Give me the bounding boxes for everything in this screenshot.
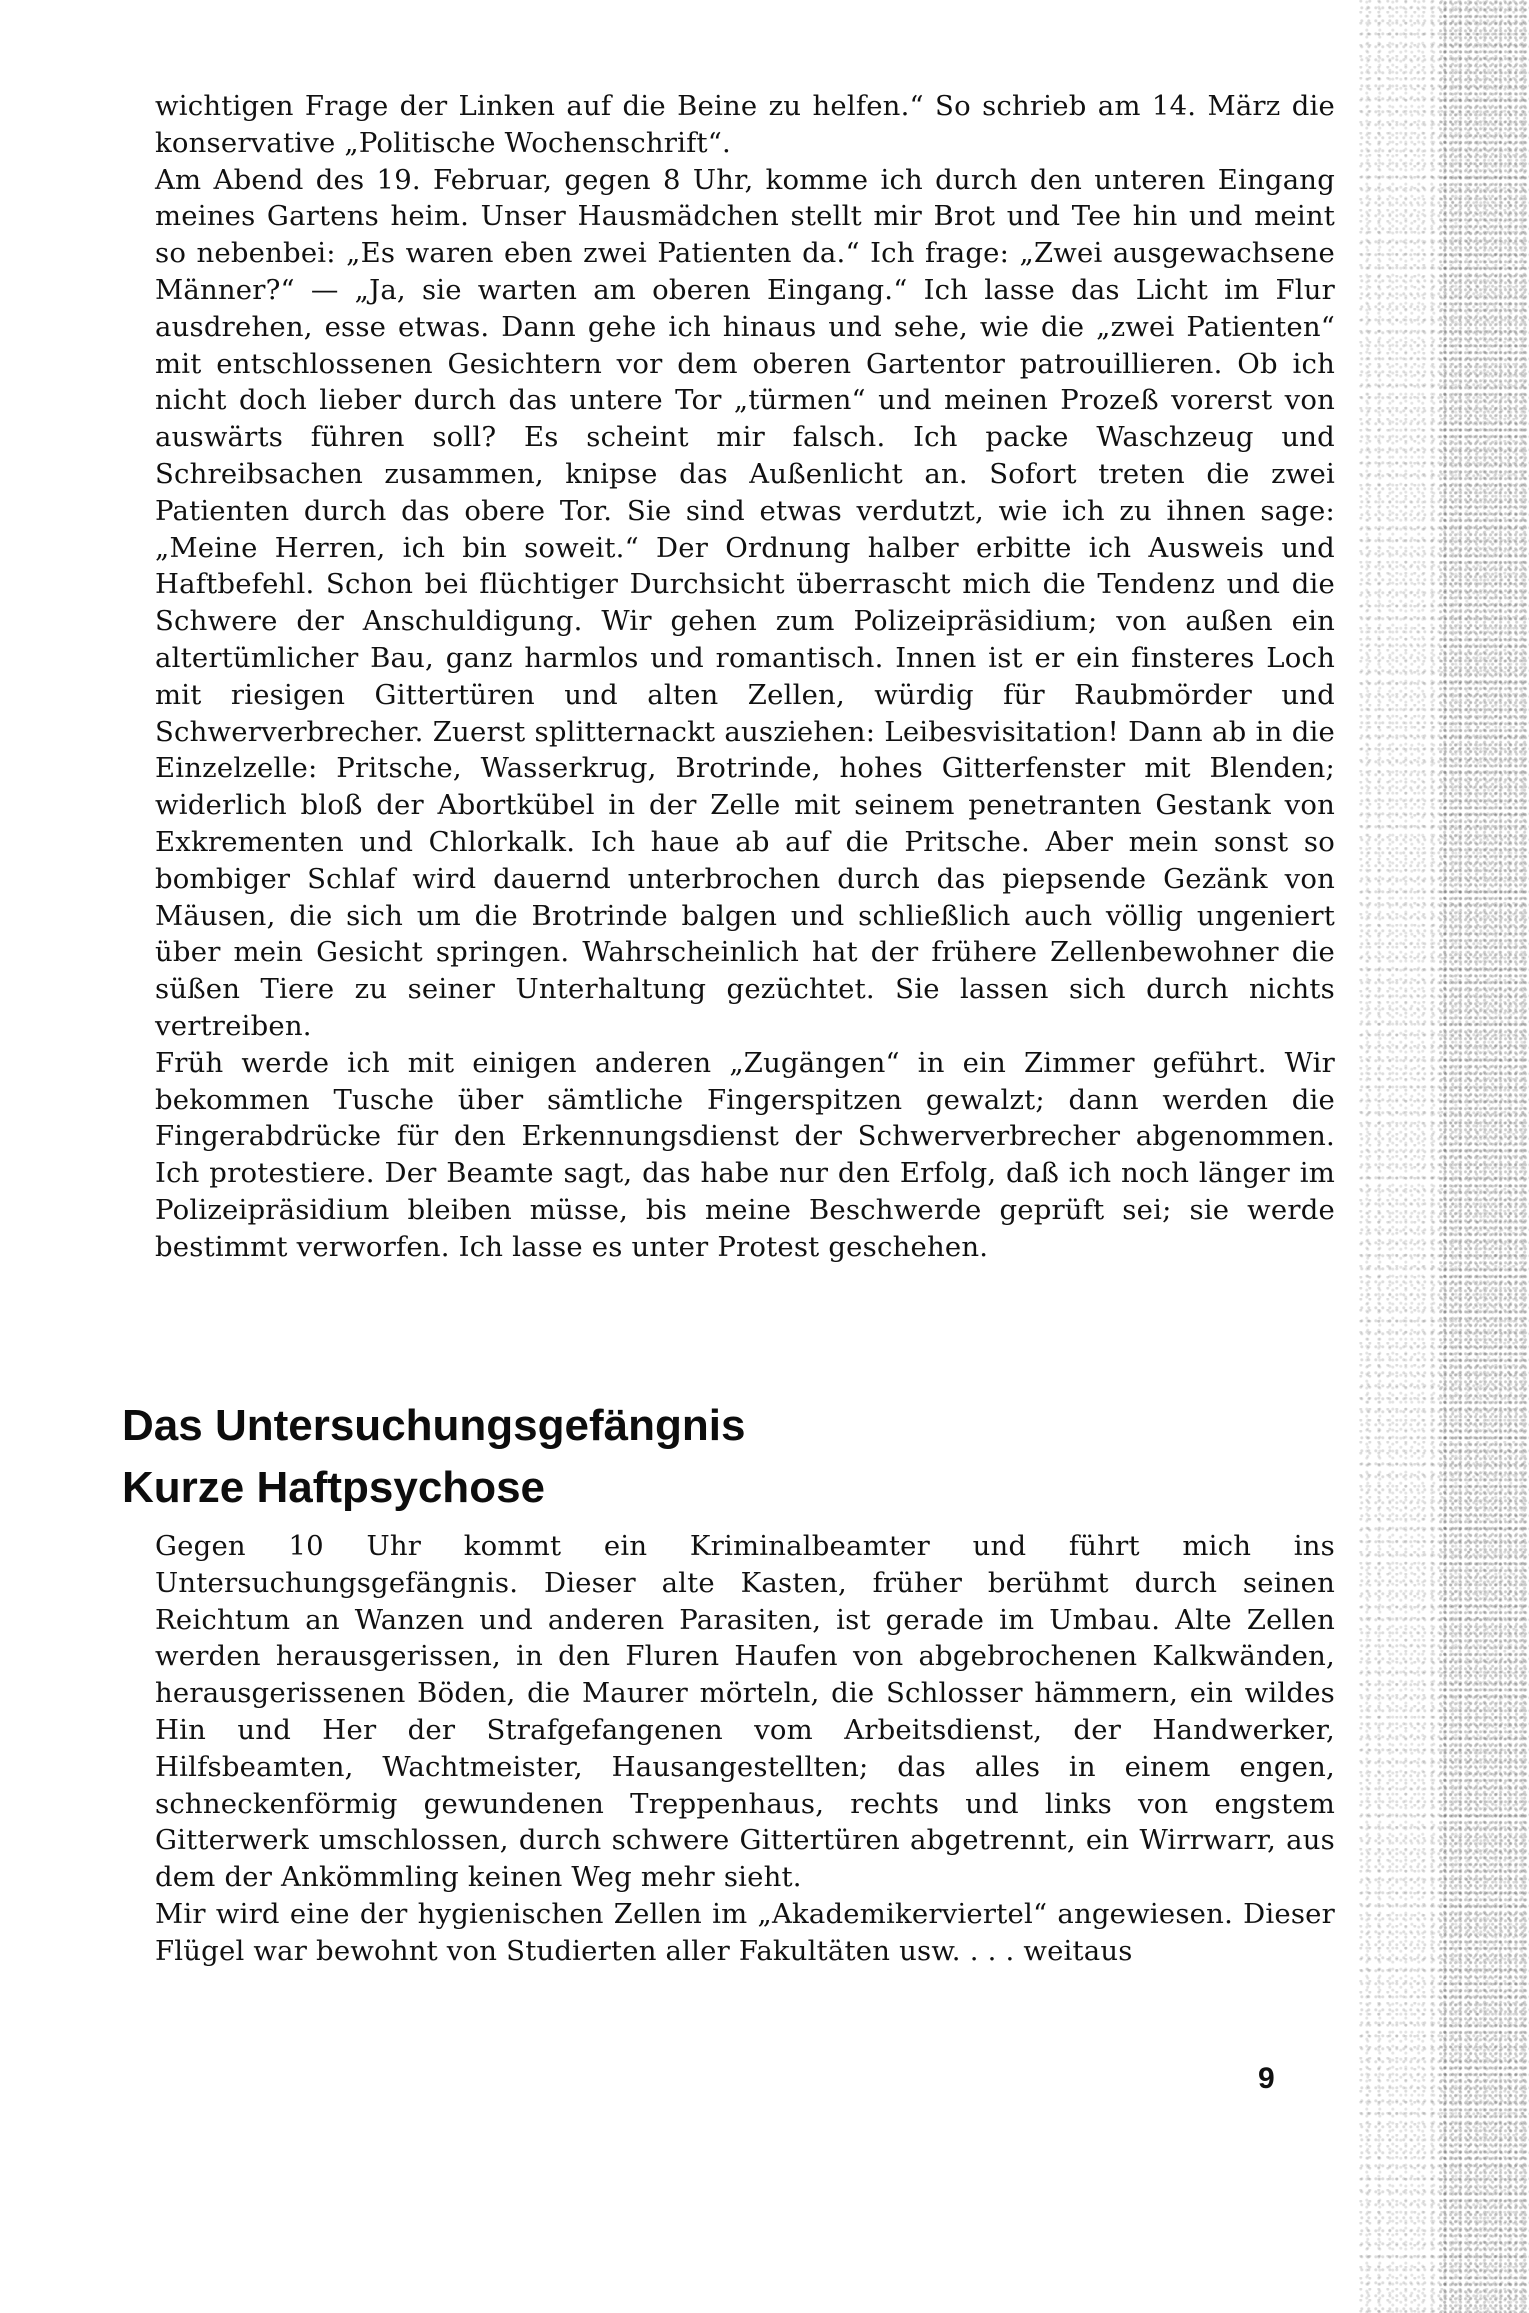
paragraph: Mir wird eine der hygienischen Zellen im „Akademikerviertel“ angewiesen. Dieser Flügel war bewohnt von Studierten aller Fakultäten usw. . . . weitaus bbox=[155, 1897, 1335, 1967]
paragraph: Am Abend des 19. Februar, gegen 8 Uhr, komme ich durch den unteren Eingang meines Gartens heim. Unser Hausmädchen stellt mir Brot und Tee hin und meint so nebenbei: „Es waren eben zwei Patienten da.“ Ich frage: „Zwei ausgewachsene Männer?“ — „Ja, sie warten am oberen Eingang.“ Ich lasse das Licht im Flur ausdrehen, esse etwas. Dann gehe ich hinaus und sehe, wie die „zwei Patienten“ mit entschlossenen Gesichtern vor dem oberen Gartentor patrouillieren. Ob ich nicht doch lieber durch das untere Tor „türmen“ und meinen Prozeß vorerst von auswärts führen soll? Es scheint mir falsch. Ich packe Waschzeug und Schreibsachen zusammen, knipse das Außenlicht an. Sofort treten die zwei Patienten durch das obere Tor. Sie sind etwas verdutzt, wie ich zu ihnen sage: „Meine Herren, ich bin soweit.“ Der Ordnung halber erbitte ich Ausweis und Haftbefehl. Schon bei flüchtiger Durchsicht überrascht mich die Tendenz und die Schwere der Anschuldigung. Wir gehen zum Polizeipräsidium; von außen ein altertümlicher Bau, ganz harmlos und romantisch. Innen ist er ein finsteres Loch mit riesigen Gittertüren und alten Zellen, würdig für Raubmörder und Schwerverbrecher. Zuerst splitternackt ausziehen: Leibesvisitation! Dann ab in die Einzelzelle: Pritsche, Wasserkrug, Brotrinde, hohes Gitterfenster mit Blenden; widerlich bloß der Abortkübel in der Zelle mit seinem penetranten Gestank von Exkrementen und Chlorkalk. Ich haue ab auf die Pritsche. Aber mein sonst so bombiger Schlaf wird dauernd unterbrochen durch das piepsende Gezänk von Mäusen, die sich um die Brotrinde balgen und schließlich auch völlig ungeniert über mein Gesicht springen. Wahrscheinlich hat der frühere Zellenbewohner die süßen Tiere zu seiner Unterhaltung gezüchtet. Sie lassen sich durch nichts vertreiben. bbox=[155, 163, 1335, 1042]
paragraph: wichtigen Frage der Linken auf die Beine zu helfen.“ So schrieb am 14. März die konservative „Politische Wochenschrift“. bbox=[155, 90, 1335, 159]
paragraph: Früh werde ich mit einigen anderen „Zugängen“ in ein Zimmer geführt. Wir bekommen Tusche über sämtliche Fingerspitzen gewalzt; dann werden die Fingerabdrücke für den Erkennungsdienst der Schwerverbrecher abgenommen. Ich protestiere. Der Beamte sagt, das habe nur den Erfolg, daß ich noch länger im Polizeipräsidium bleiben müsse, bis meine Beschwerde geprüft sei; sie werde bestimmt verworfen. Ich lasse es unter Protest geschehen. bbox=[155, 1046, 1335, 1263]
section-headings bbox=[122, 1395, 1272, 1519]
page-number: 9 bbox=[1258, 2062, 1275, 2095]
body-text-top bbox=[155, 88, 1335, 1266]
section-title: Das Untersuchungsgefängnis bbox=[122, 1401, 746, 1450]
section-subtitle: Kurze Haftpsychose bbox=[122, 1463, 546, 1512]
scan-edge-noise-dense bbox=[1439, 0, 1529, 2313]
paragraph: Gegen 10 Uhr kommt ein Kriminalbeamter und führt mich ins Untersuchungsgefängnis. Dieser alte Kasten, früher berühmt durch seinen Reichtum an Wanzen und anderen Parasiten, ist gerade im Umbau. Alte Zellen werden herausgerissen, in den Fluren Haufen von abgebrochenen Kalkwänden, herausgerissenen Böden, die Maurer mörteln, die Schlosser hämmern, ein wildes Hin und Her der Strafgefangenen vom Arbeitsdienst, der Handwerker, Hilfsbeamten, Wachtmeister, Hausangestellten; das alles in einem engen, schneckenförmig gewundenen Treppenhaus, rechts und links von engstem Gitterwerk umschlossen, durch schwere Gittertüren abgetrennt, ein Wirrwarr, aus dem der Ankömmling keinen Weg mehr sieht. bbox=[155, 1530, 1335, 1894]
body-text-bottom bbox=[155, 1528, 1335, 1970]
